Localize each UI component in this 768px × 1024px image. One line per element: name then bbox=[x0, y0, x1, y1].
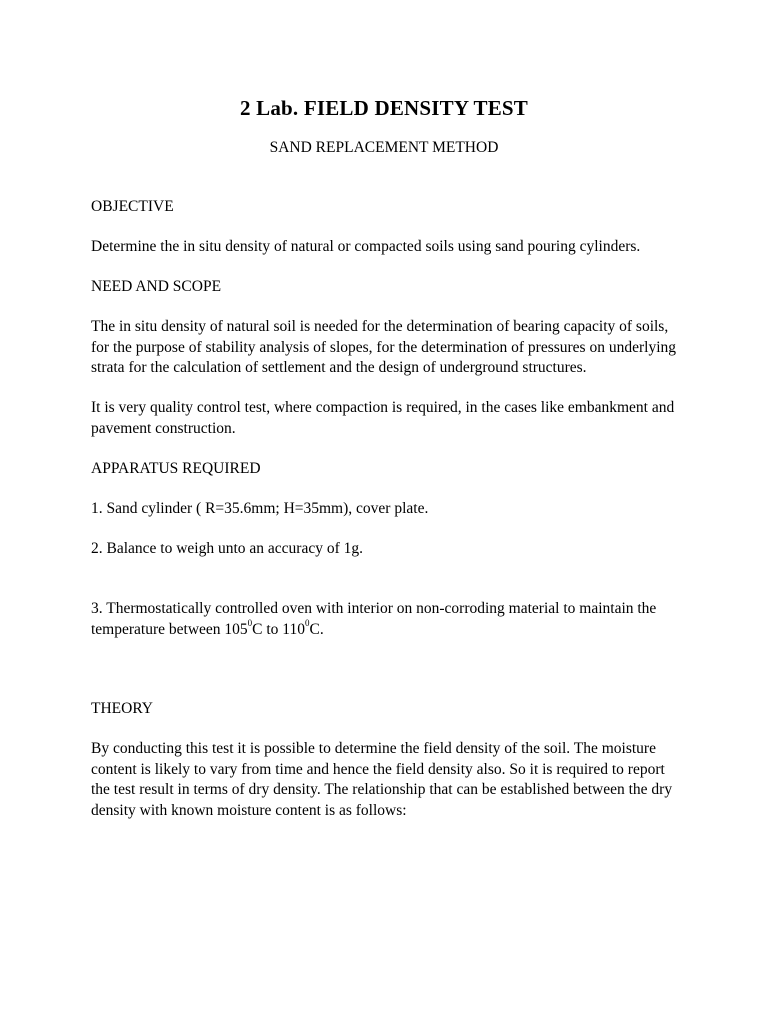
degree-superscript: 0 bbox=[247, 618, 253, 629]
objective-heading: OBJECTIVE bbox=[91, 198, 174, 215]
oven-text-part3: C. bbox=[309, 620, 324, 638]
document-subtitle: SAND REPLACEMENT METHOD bbox=[269, 139, 499, 156]
theory-heading: THEORY bbox=[91, 700, 153, 717]
document-body bbox=[91, 197, 681, 821]
need-and-scope-heading: NEED AND SCOPE bbox=[91, 278, 222, 295]
objective-paragraph: Determine the in situ density of natural or compacted soils using sand pouring cylinders. bbox=[91, 238, 641, 255]
apparatus-item-balance: 2. Balance to weigh unto an accuracy of 1g. bbox=[91, 539, 364, 557]
degree-superscript: 0 bbox=[304, 618, 310, 629]
need-and-scope-paragraph: The in situ density of natural soil is needed for the determination of bearing capacity of soils, for the purpose of stability analysis of slopes, for the determination of pressures on underlying strata for the calculation of settlement and the design of underground structures. bbox=[91, 318, 676, 376]
apparatus-heading: APPARATUS REQUIRED bbox=[91, 459, 261, 477]
document-title: 2 Lab. FIELD DENSITY TEST bbox=[239, 96, 529, 120]
oven-text-part2: C to 110 bbox=[252, 620, 305, 638]
apparatus-item-oven bbox=[91, 599, 681, 640]
apparatus-item-sand-cylinder: 1. Sand cylinder ( R=35.6mm; H=35mm), cover plate. bbox=[91, 499, 429, 517]
oven-text-part1: 3. Thermostatically controlled oven with interior on non-corroding material to maintain the temperature between 105 bbox=[91, 600, 657, 638]
theory-paragraph: By conducting this test it is possible to determine the field density of the soil. The moisture content is likely to vary from time and hence the field density also. So it is required to report the test result in terms of dry density. The relationship that can be established between the dry density with known moisture content is as follows: bbox=[91, 740, 673, 819]
quality-control-paragraph: It is very quality control test, where compaction is required, in the cases like embankment and pavement construction. bbox=[91, 399, 675, 437]
